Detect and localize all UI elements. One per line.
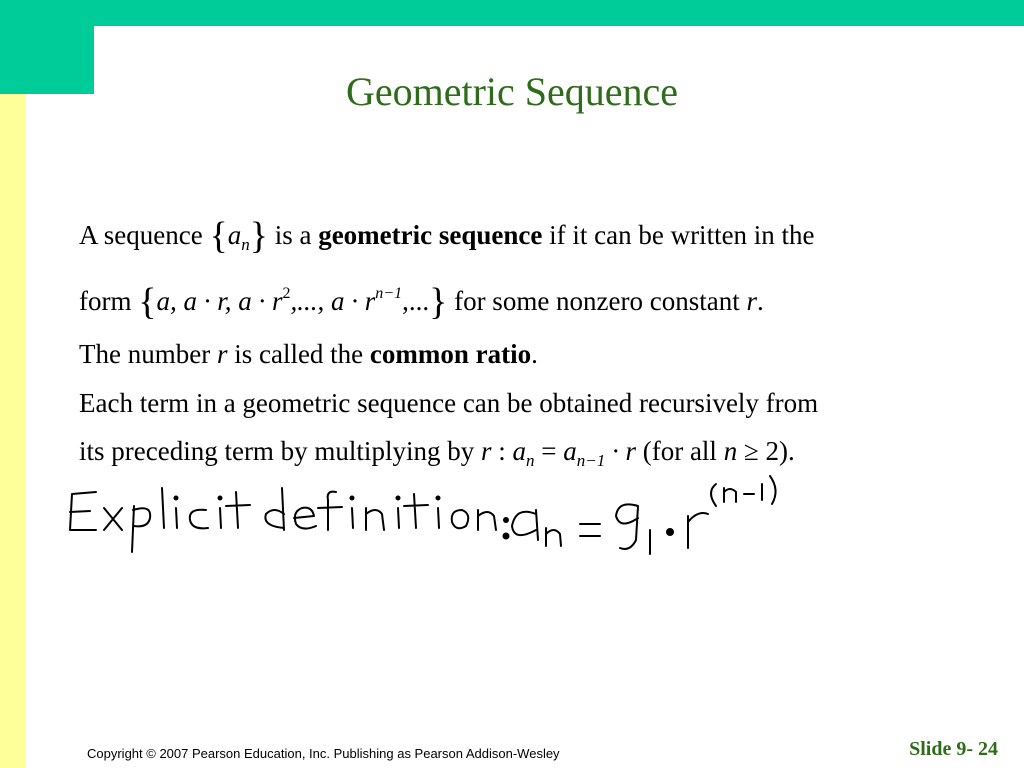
slide-number: Slide 9- 24 — [909, 738, 998, 760]
top-accent-band — [0, 0, 1024, 26]
term-geometric-sequence: geometric sequence — [318, 220, 543, 250]
definition-line-2: form {a, a · r, $a \cdot r^2$,..., $a \cdot r^{n-1}$,...} for some nonzero constant r. — [79, 281, 764, 323]
term-common-ratio: common ratio — [369, 339, 532, 369]
recursive-line-2: its preceding term by multiplying by r : $a_n = a_{n-1} \cdot r$ (for all n ≥ 2). — [79, 436, 795, 470]
handwritten-explicit-definition — [60, 470, 820, 580]
left-accent-strip — [0, 94, 26, 768]
recursive-line-1: Each term in a geometric sequence can be obtained recursively from — [79, 388, 819, 418]
slide-title: Geometric Sequence — [345, 69, 679, 114]
common-ratio-line: The number r is called the common ratio. — [79, 339, 538, 369]
definition-line-1: A sequence $\{a_n\}$ is a geometric sequence if it can be written in the — [79, 215, 815, 257]
copyright-notice: Copyright © 2007 Pearson Education, Inc. Publishing as Pearson Addison-Wesley — [87, 746, 560, 761]
